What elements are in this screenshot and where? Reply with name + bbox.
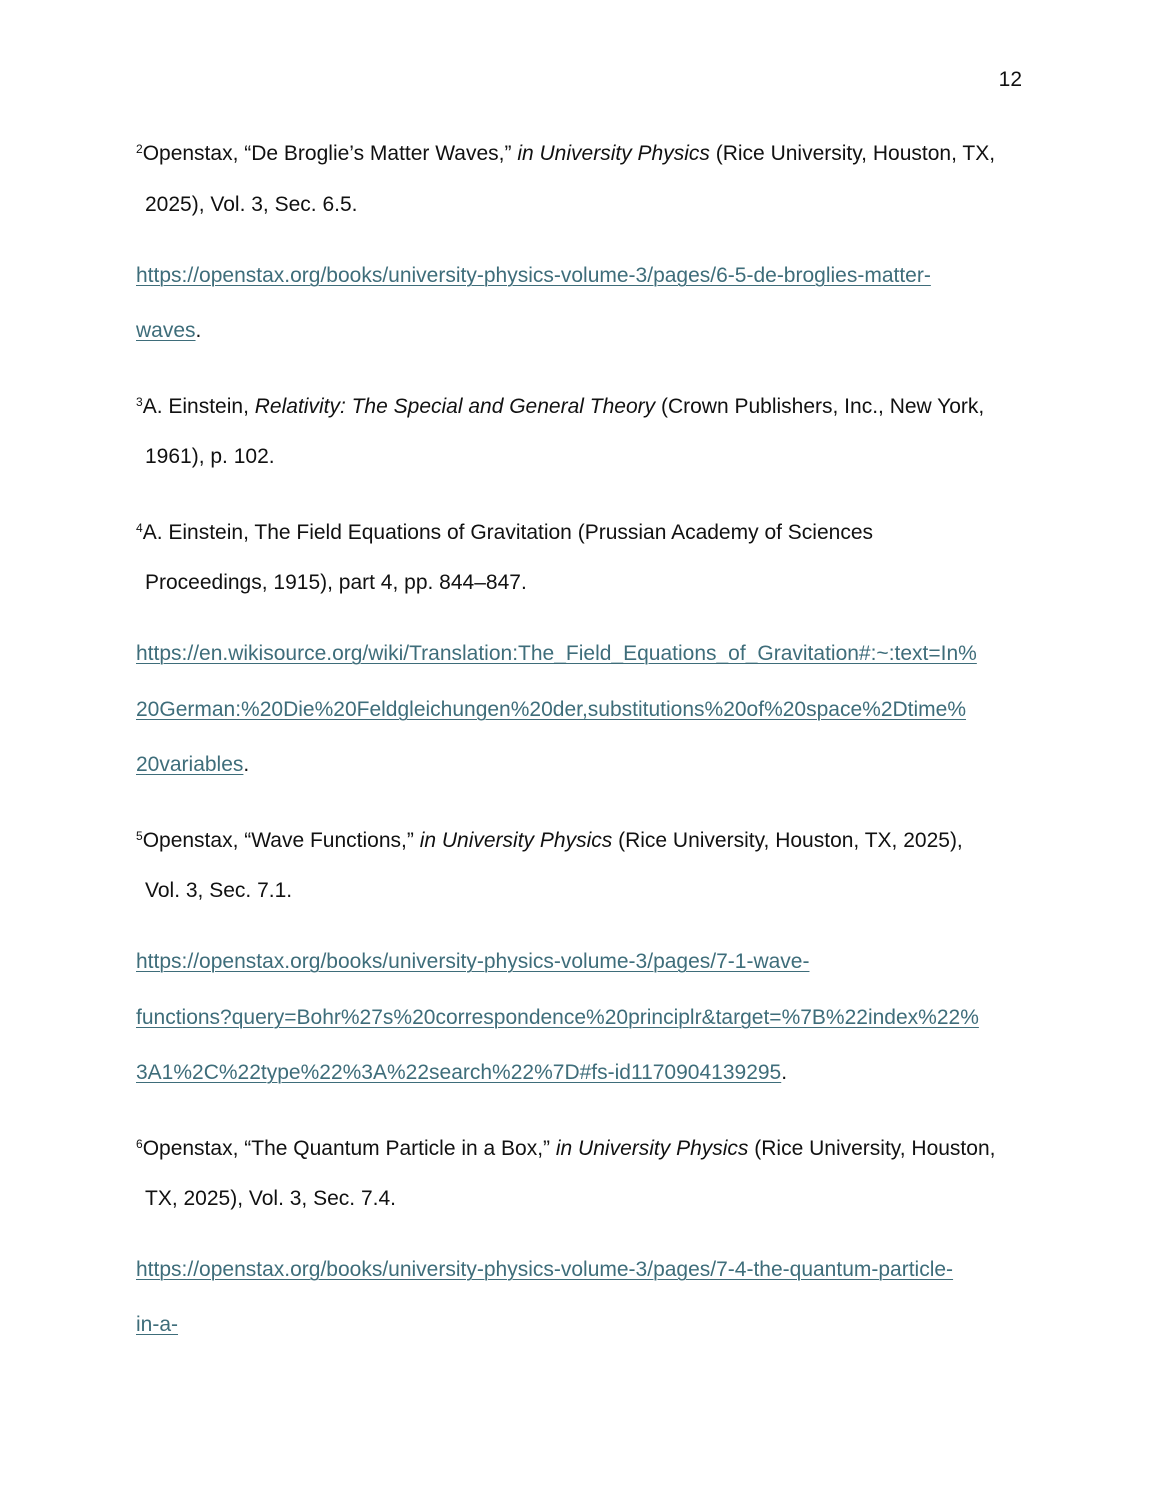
footnote-4-line-2: Proceedings, 1915), part 4, pp. 844–847.: [145, 571, 527, 594]
citation-title: in University Physics: [517, 142, 710, 165]
footnote-2-link[interactable]: https://openstax.org/books/university-physics-volume-3/pages/6-5-de-broglies-matter-: [136, 264, 931, 287]
footnote-5-url-line-3: [136, 1058, 787, 1088]
footnote-2-url-line-2: [136, 316, 201, 346]
footnote-number: 3: [136, 395, 143, 409]
footnote-5-link[interactable]: functions?query=Bohr%27s%20correspondence%20principlr&target=%7B%22index%22%: [136, 1006, 979, 1029]
footnote-4-url-line-3: [136, 750, 249, 780]
footnote-5-url-line-2: [136, 1003, 979, 1033]
footnote-5-url-line-1: [136, 947, 809, 977]
footnote-6-link[interactable]: https://openstax.org/books/university-physics-volume-3/pages/7-4-the-quantum-particle-: [136, 1258, 954, 1281]
footnote-2-url-line-1: [136, 261, 931, 291]
citation-text: (Rice University, Houston, TX, 2025),: [612, 829, 963, 852]
citation-text: Openstax, “The Quantum Particle in a Box,”: [142, 1137, 556, 1160]
footnote-number: 2: [136, 142, 143, 156]
footnote-5-link[interactable]: 3A1%2C%22type%22%3A%22search%22%7D#fs-id1170904139295: [136, 1061, 782, 1084]
footnote-4-link[interactable]: 20variables: [136, 753, 244, 776]
footnote-2-link[interactable]: waves: [136, 319, 196, 342]
citation-text: Openstax, “Wave Functions,”: [142, 829, 420, 852]
citation-text: (Rice University, Houston, TX,: [709, 142, 996, 165]
footnote-2-line-1: [136, 134, 995, 169]
citation-title: in University Physics: [419, 829, 613, 852]
citation-text: (Crown Publishers, Inc., New York,: [655, 395, 985, 418]
punctuation: .: [243, 753, 250, 776]
citation-text: A. Einstein,: [142, 395, 255, 418]
footnote-6-url-line-2: [136, 1310, 178, 1340]
footnote-6-line-1: [136, 1129, 995, 1164]
footnote-3-line-1: [136, 387, 984, 422]
citation-text: A. Einstein, The Field Equations of Gravitation (Prussian Academy of Sciences: [142, 521, 874, 544]
page-number: 12: [998, 68, 1022, 91]
footnote-number: 6: [136, 1137, 143, 1151]
footnote-5-line-1: [136, 821, 963, 856]
footnote-6-url-line-1: [136, 1255, 953, 1285]
footnote-4-line-1: [136, 513, 873, 548]
citation-text: Openstax, “De Broglie’s Matter Waves,”: [142, 142, 518, 165]
footnote-6-line-2: TX, 2025), Vol. 3, Sec. 7.4.: [145, 1187, 396, 1210]
footnote-4-url-line-2: [136, 695, 966, 725]
footnote-4-link[interactable]: https://en.wikisource.org/wiki/Translation:The_Field_Equations_of_Gravitation#:~:text=In%: [136, 642, 977, 665]
footnote-5-line-2: Vol. 3, Sec. 7.1.: [145, 879, 293, 902]
footnote-2-line-2: 2025), Vol. 3, Sec. 6.5.: [145, 193, 358, 216]
citation-title: in University Physics: [555, 1137, 749, 1160]
punctuation: .: [195, 319, 202, 342]
footnote-4-link[interactable]: 20German:%20Die%20Feldgleichungen%20der,substitutions%20of%20space%2Dtime%: [136, 698, 967, 721]
footnote-number: 5: [136, 829, 143, 843]
footnote-number: 4: [136, 521, 143, 535]
footnote-6-link[interactable]: in-a-: [136, 1313, 179, 1336]
footnote-4-url-line-1: [136, 639, 977, 669]
citation-text: (Rice University, Houston,: [748, 1137, 996, 1160]
footnote-5-link[interactable]: https://openstax.org/books/university-physics-volume-3/pages/7-1-wave-: [136, 950, 810, 973]
citation-title: Relativity: The Special and General Theory: [254, 395, 656, 418]
footnote-3-line-2: 1961), p. 102.: [145, 445, 275, 468]
punctuation: .: [781, 1061, 788, 1084]
